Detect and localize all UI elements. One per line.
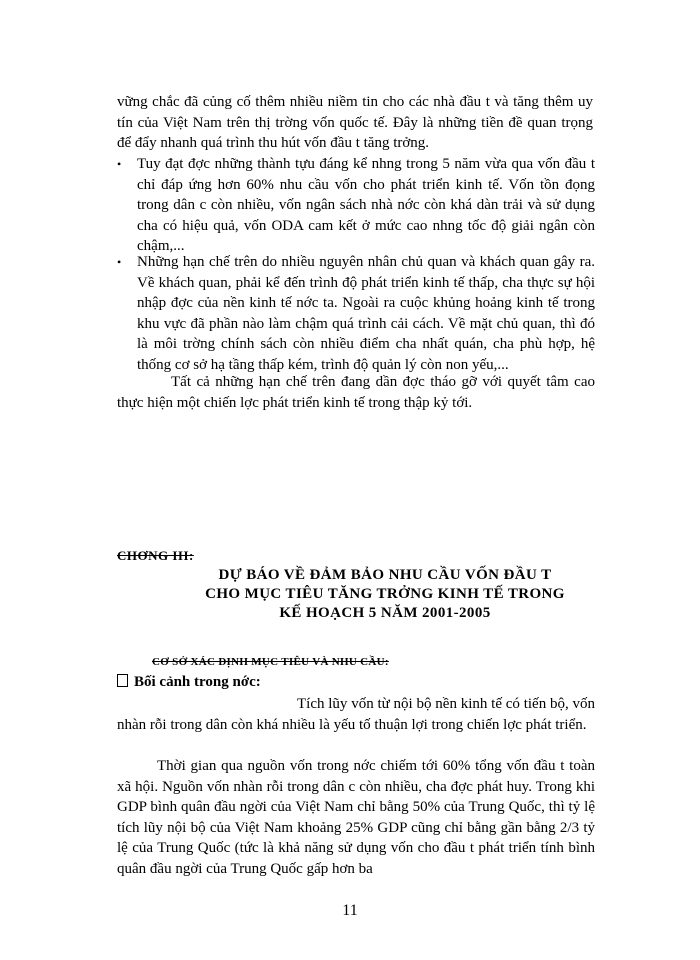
page-number: 11	[342, 902, 358, 919]
subheading-text: Bối cảnh trong nớc:	[134, 674, 261, 690]
paragraph-conclusion: Tất cả những hạn chế trên đang dần đợc tháo gỡ với quyết tâm cao thực hiện một chiến lợc phát triển kinh tế trong thập kỷ tới.	[117, 374, 595, 411]
subheading	[117, 672, 261, 692]
section-heading: CƠ SỞ XÁC ĐỊNH MỤC TIÊU VÀ NHU CẦU:	[152, 656, 389, 668]
bullet-icon: •	[117, 157, 122, 171]
bullet-item-achievements	[117, 154, 595, 255]
chapter-title-line: KẾ HOẠCH 5 NĂM 2001-2005	[279, 605, 491, 621]
paragraph-intro: vững chắc đã củng cố thêm nhiều niềm tin cho các nhà đầu t và tăng thêm uy tín của Việt Nam trên thị trờng vốn quốc tế. Đây là những tiền đề quan trọng để đẩy nhanh quá trình thu hút vốn đầu t tăng trởng.	[117, 94, 593, 152]
paragraph-domestic-capital: Thời gian qua nguồn vốn trong nớc chiếm tới 60% tổng vốn đầu t toàn xã hội. Nguồn vốn nhàn rỗi trong dân c còn nhiều, cha đợc phát huy. Trong khi GDP bình quân đầu ngời của Việt Nam chỉ bằng 50% của Trung Quốc, thì tỷ lệ tích lũy nội bộ của Việt Nam khoảng 25% GDP cũng chỉ bằng gần bằng 2/3 tỷ lệ của Trung Quốc (tức là khả năng sử dụng vốn cho đầu t phát triển tính bình quân đầu ngời của Trung Quốc gấp hơn ba	[117, 758, 595, 877]
chapter-label: CHƠNG III:	[117, 548, 194, 563]
checkbox-icon	[117, 674, 128, 687]
chapter-title-line: CHO MỤC TIÊU TĂNG TRỞNG KINH TẾ TRONG	[205, 586, 565, 602]
bullet-icon: •	[117, 255, 122, 269]
bullet-text: Những hạn chế trên do nhiều nguyên nhân chủ quan và khách quan gây ra. Về khách quan, phải kể đến trình độ phát triển kinh tế thấp, cha thực sự hội nhập đợc của nền kinh tế nớc ta. Ngoài ra cuộc khủng hoảng kinh tế trong khu vực đã phần nào làm chậm quá trình cải cách. Về mặt chủ quan, thì đó là môi trờng chính sách còn nhiều điểm cha nhất quán, cha phù hợp, hệ thống cơ sở hạ tầng thấp kém, trình độ quản lý còn non yếu,...	[137, 254, 595, 373]
chapter-title	[150, 566, 620, 623]
chapter-title-line: DỰ BÁO VỀ ĐẢM BẢO NHU CẦU VỐN ĐẦU T	[218, 567, 552, 583]
paragraph-accumulation: Tích lũy vốn từ nội bộ nền kinh tế có tiến bộ, vốn nhàn rỗi trong dân còn khá nhiều là yếu tố thuận lợi trong chiến lợc phát triển.	[117, 696, 595, 733]
bullet-item-limitations	[117, 252, 595, 376]
bullet-text: Tuy đạt đợc những thành tựu đáng kể nhng trong 5 năm vừa qua vốn đầu t chỉ đáp ứng hơn 60% nhu cầu vốn cho phát triển kinh tế. Vốn tồn đọng trong dân c còn nhiều, vốn ngân sách nhà nớc còn khá dàn trải và sử dụng cha có hiệu quả, vốn ODA cam kết ở mức cao nhng tốc độ giải ngân còn chậm,...	[137, 156, 595, 255]
